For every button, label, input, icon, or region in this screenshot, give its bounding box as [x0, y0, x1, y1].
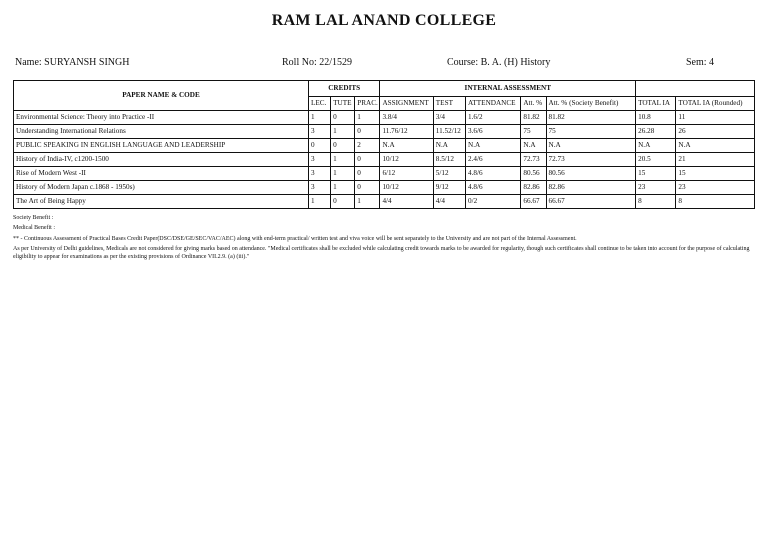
paper-name: Environmental Science: Theory into Practice -II — [14, 111, 309, 125]
test-header: TEST — [433, 97, 465, 111]
test-cell: 5/12 — [433, 167, 465, 181]
prac-cell: 0 — [355, 167, 380, 181]
paper-name: PUBLIC SPEAKING IN ENGLISH LANGUAGE AND LEADERSHIP — [14, 139, 309, 153]
table-row — [14, 181, 755, 195]
table-row — [14, 139, 755, 153]
test-cell: 11.52/12 — [433, 125, 465, 139]
total-ia-header: TOTAL IA — [636, 97, 676, 111]
total-ia-cell: 26.28 — [636, 125, 676, 139]
total-ia-rounded-cell: 11 — [676, 111, 755, 125]
roll-number: Roll No: 22/1529 — [282, 57, 353, 68]
att-pct-sb-cell: 81.82 — [546, 111, 636, 125]
assignment-cell: 6/12 — [380, 167, 433, 181]
total-ia-rounded-cell: N.A — [676, 139, 755, 153]
assignment-header: ASSIGNMENT — [380, 97, 433, 111]
attendance-cell: 3.6/6 — [466, 125, 521, 139]
assignment-cell: 4/4 — [380, 195, 433, 209]
continuous-assessment-note: ** - Continuous Assessment of Practical Bases Credit Paper(DSC/DSE/GE/SEC/VAC/AEC) along with end-term practical/ written test and viva voice will be sent separately to the University and are not part of the Internal Assessment. — [13, 235, 577, 242]
att-pct-cell: 75 — [521, 125, 546, 139]
lec-cell: 3 — [308, 167, 330, 181]
lec-cell: 3 — [308, 181, 330, 195]
group-header-row — [14, 81, 755, 97]
attendance-cell: 2.4/6 — [466, 153, 521, 167]
prac-cell: 1 — [355, 195, 380, 209]
total-ia-rounded-header: TOTAL IA (Rounded) — [676, 97, 755, 111]
att-pct-sb-header: Att. % (Society Benefit) — [546, 97, 636, 111]
internal-assessment-header: INTERNAL ASSESSMENT — [380, 81, 636, 97]
paper-header: PAPER NAME & CODE — [14, 81, 309, 111]
assignment-cell: 3.8/4 — [380, 111, 433, 125]
att-pct-cell: 72.73 — [521, 153, 546, 167]
assignment-cell: 11.76/12 — [380, 125, 433, 139]
total-ia-cell: N.A — [636, 139, 676, 153]
blank-header-cell — [636, 81, 755, 97]
assignment-cell: 10/12 — [380, 181, 433, 195]
att-pct-sb-cell: N.A — [546, 139, 636, 153]
table-row — [14, 153, 755, 167]
lec-cell: 1 — [308, 111, 330, 125]
test-cell: 3/4 — [433, 111, 465, 125]
attendance-cell: 4.8/6 — [466, 167, 521, 181]
semester: Sem: 4 — [686, 57, 715, 68]
tute-cell: 0 — [331, 111, 355, 125]
paper-name: History of India-IV, c1200-1500 — [14, 153, 309, 167]
lec-header: LEC. — [308, 97, 330, 111]
college-title: RAM LAL ANAND COLLEGE — [271, 12, 497, 29]
test-cell: 8.5/12 — [433, 153, 465, 167]
total-ia-rounded-cell: 26 — [676, 125, 755, 139]
total-ia-cell: 10.8 — [636, 111, 676, 125]
total-ia-cell: 20.5 — [636, 153, 676, 167]
total-ia-rounded-cell: 8 — [676, 195, 755, 209]
total-ia-rounded-cell: 15 — [676, 167, 755, 181]
tute-cell: 0 — [331, 139, 355, 153]
att-pct-cell: 80.56 — [521, 167, 546, 181]
prac-header: PRAC. — [355, 97, 380, 111]
course: Course: B. A. (H) History — [447, 57, 551, 68]
prac-cell: 1 — [355, 111, 380, 125]
total-ia-cell: 8 — [636, 195, 676, 209]
tute-cell: 1 — [331, 167, 355, 181]
assignment-cell: N.A — [380, 139, 433, 153]
test-cell: 9/12 — [433, 181, 465, 195]
tute-cell: 1 — [331, 125, 355, 139]
total-ia-rounded-cell: 21 — [676, 153, 755, 167]
tute-cell: 0 — [331, 195, 355, 209]
prac-cell: 0 — [355, 181, 380, 195]
paper-name: Rise of Modern West -II — [14, 167, 309, 181]
attendance-cell: 0/2 — [466, 195, 521, 209]
society-benefit-note: Society Benefit : — [13, 215, 54, 221]
assignment-cell: 10/12 — [380, 153, 433, 167]
table-row — [14, 111, 755, 125]
prac-cell: 0 — [355, 153, 380, 167]
att-pct-cell: 81.82 — [521, 111, 546, 125]
test-cell: N.A — [433, 139, 465, 153]
total-ia-cell: 23 — [636, 181, 676, 195]
att-pct-cell: 82.86 — [521, 181, 546, 195]
internal-assessment-table — [13, 80, 755, 209]
att-pct-cell: 66.67 — [521, 195, 546, 209]
attendance-header: ATTENDANCE — [466, 97, 521, 111]
total-ia-cell: 15 — [636, 167, 676, 181]
att-pct-cell: N.A — [521, 139, 546, 153]
att-pct-sb-cell: 82.86 — [546, 181, 636, 195]
table-row — [14, 195, 755, 209]
paper-name: Understanding International Relations — [14, 125, 309, 139]
table-row — [14, 167, 755, 181]
lec-cell: 3 — [308, 125, 330, 139]
att-pct-header: Att. % — [521, 97, 546, 111]
student-name: Name: SURYANSH SINGH — [15, 57, 130, 68]
attendance-cell: 1.6/2 — [466, 111, 521, 125]
prac-cell: 2 — [355, 139, 380, 153]
tute-cell: 1 — [331, 181, 355, 195]
prac-cell: 0 — [355, 125, 380, 139]
medical-guideline-note: As per University of Delhi guidelines, Medicals are not considered for giving marks based on attendance. "Medical certificates shall be excluded while calculating credit towards marks to be awarded for regularity, though such certificates shall continue to be taken into account for the purpose of calculating eligibility to appear for examinations as per the existing provisions of Ordinance VII.2.9. (a) (iii)." — [13, 245, 750, 260]
paper-name: History of Modern Japan c.1868 - 1950s) — [14, 181, 309, 195]
attendance-cell: 4.8/6 — [466, 181, 521, 195]
att-pct-sb-cell: 72.73 — [546, 153, 636, 167]
test-cell: 4/4 — [433, 195, 465, 209]
tute-cell: 1 — [331, 153, 355, 167]
paper-name: The Art of Being Happy — [14, 195, 309, 209]
lec-cell: 3 — [308, 153, 330, 167]
footnotes — [13, 214, 757, 263]
credits-header: CREDITS — [308, 81, 379, 97]
medical-benefit-note: Medical Benefit : — [13, 225, 55, 232]
lec-cell: 0 — [308, 139, 330, 153]
tute-header: TUTE — [331, 97, 355, 111]
table-row — [14, 125, 755, 139]
att-pct-sb-cell: 80.56 — [546, 167, 636, 181]
lec-cell: 1 — [308, 195, 330, 209]
total-ia-rounded-cell: 23 — [676, 181, 755, 195]
att-pct-sb-cell: 66.67 — [546, 195, 636, 209]
att-pct-sb-cell: 75 — [546, 125, 636, 139]
attendance-cell: N.A — [466, 139, 521, 153]
